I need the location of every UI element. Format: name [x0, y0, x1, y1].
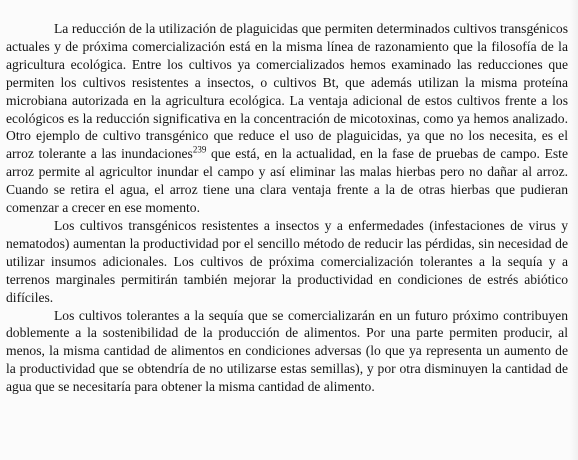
- paragraph-text-continued: que está, en la actualidad, en la fase de pruebas de campo. Este arroz permite al agricultor inundar el campo y así eliminar las malas hierbas pero no dañar al arroz. Cuando se retira el agua, el arroz tiene una clara ventaja frente a la de otras hierbas que pudieran comenzar a crecer en ese momento.: [6, 146, 568, 216]
- paragraph-productividad: [6, 217, 568, 307]
- paragraph-text: Los cultivos tolerantes a la sequía que se comercializarán en un futuro próximo contribuyen doblemente a la sostenibilidad de la producción de alimentos. Por una parte permiten producir, al menos, la misma cantidad de alimentos en condiciones adversas (lo que ya representa un aumento de la productividad que se obtendría de no utilizarse estas semillas), y por otra disminuyen la cantidad de agua que se necesitaría para obtener la misma cantidad de alimento.: [6, 307, 568, 395]
- paragraph-plaguicidas: [6, 20, 568, 217]
- paragraph-text: Los cultivos transgénicos resistentes a insectos y a enfermedades (infestaciones de virus y nematodos) aumentan la productividad por el sencillo método de reducir las pérdidas, sin necesidad de utilizar insumos adicionales. Los cultivos de próxima comercialización tolerantes a la sequía y a terrenos marginales permitirán también mejorar la productividad en condiciones de estrés abiótico difíciles.: [6, 217, 568, 305]
- paragraph-text: La reducción de la utilización de plaguicidas que permiten determinados cultivos transgénicos actuales y de próxima comercialización está en la misma línea de razonamiento que la filosofía de la agricultura ecológica. Entre los cultivos ya comercializados hemos examinado las reducciones que permiten los cultivos resistentes a insectos, o cultivos Bt, que además utilizan la misma proteína microbiana autorizada en la agricultura ecológica. La ventaja adicional de estos cultivos frente a los ecológicos es la reducción significativa en la concentración de micotoxinas, como ya hemos analizado. Otro ejemplo de cultivo transgénico que reduce el uso de plaguicidas, ya que no los necesita, es el arroz tolerante a las inundaciones: [6, 21, 568, 162]
- footnote-reference[interactable]: 239: [192, 144, 207, 155]
- scan-edge-shadow: [570, 0, 578, 460]
- paragraph-sequia: [6, 307, 568, 397]
- body-text: [6, 4, 568, 396]
